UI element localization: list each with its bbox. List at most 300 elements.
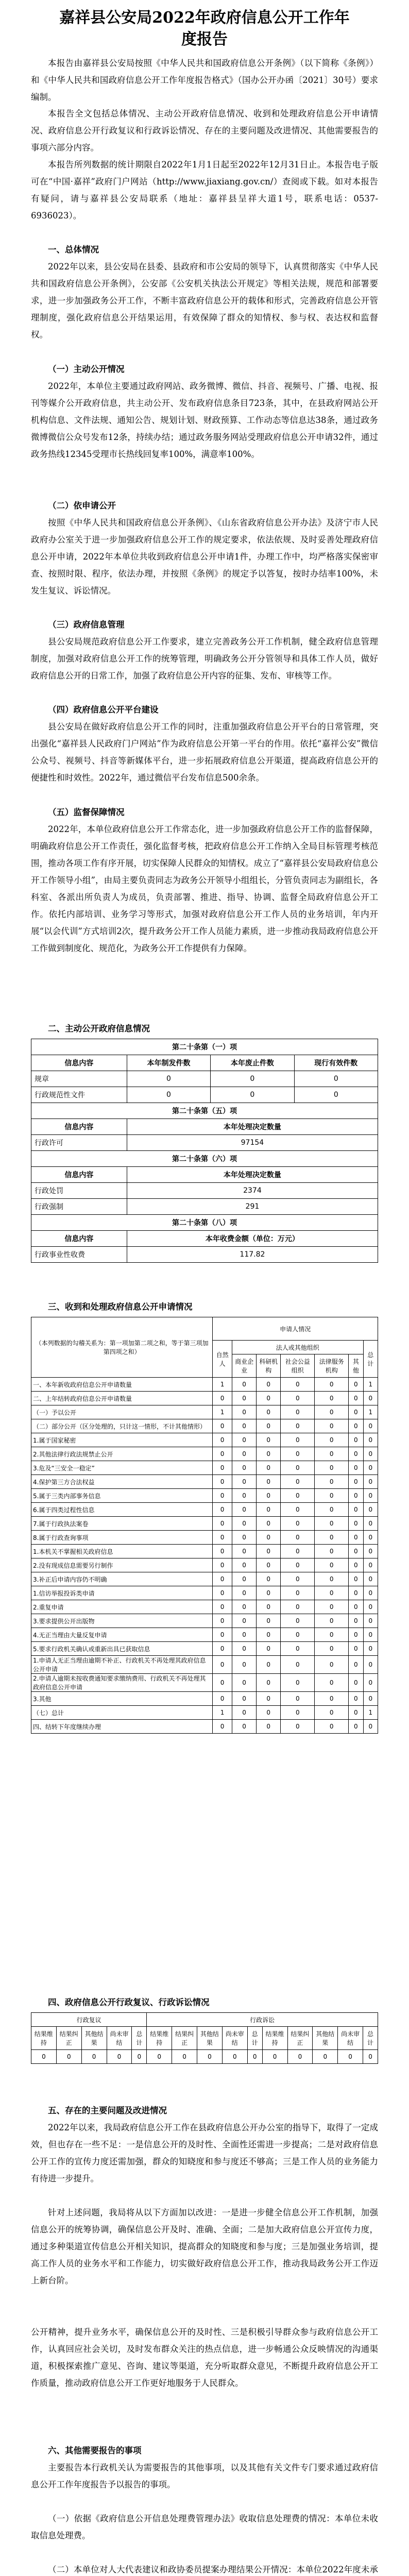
table-cell: 0 (363, 1628, 378, 1642)
review-litigation-table (31, 2012, 378, 2064)
table-cell: 0 (281, 1419, 315, 1433)
table-cell: 0 (213, 1419, 232, 1433)
table-row (31, 1720, 378, 1734)
table-cell: 0 (349, 1545, 363, 1558)
table-cell: 0 (315, 1692, 349, 1706)
table-header: 信息内容 (31, 1167, 127, 1183)
subheading-1d: （四）政府信息公开平台建设 (48, 705, 159, 715)
section-5-paragraph: 2022年以来，我局政府信息公开工作在县政府信息公开办公室的指导下，取得了一定成效，但也存在一些不足：一是信息公开的及时性、全面性还需进一步提高；二是对政府信息公开工作的宣传力度还需加强，群众的知晓度和参与度还不够高；三是工作人员的业务能力有待进一步提升。 (31, 2123, 378, 2183)
table-cell: 0 (213, 1642, 232, 1656)
table-row (31, 1183, 378, 1199)
table-header: 其他结果 (81, 2027, 107, 2050)
section-1b-paragraph: 按照《中华人民共和国政府信息公开条例》、《山东省政府信息公开办法》及济宁市人民政府办公室关于进一步加强政府信息公开工作的规定要求，依法依规、及时妥善处理政府信息公开申请，2022年本单位共收到政府信息公开申请1件，办理工作中，均严格落实保密审查、按照时限、程序，依法办理，并按照《条例》的规定予以答复，按时办结率100%，未发生复议、诉讼情况。 (31, 518, 378, 596)
table-cell: 0 (257, 1405, 281, 1419)
table-cell: 规章 (31, 1071, 127, 1087)
table-cell: 0 (257, 1461, 281, 1475)
intro-paragraph-2: 本报告全文包括总体情况、主动公开政府信息情况、收到和处理政府信息公开申请情况、政府信息公开行政复议和行政诉讼情况、存在的主要问题及改进情况、其他需要报告的事项六部分内容。 (31, 109, 378, 152)
table-header: 自然人 (213, 1341, 232, 1378)
table-cell: 0 (232, 1475, 257, 1489)
table-cell: 0 (315, 1378, 349, 1392)
table-cell: 0 (232, 1531, 257, 1545)
table-header: 法律服务机构 (315, 1354, 349, 1378)
table-cell: 0 (281, 1475, 315, 1489)
row-label: （二）部分公开（区分处理的，只计这一情形，不计其他情形） (31, 1419, 213, 1433)
section-heading-4: 四、政府信息公开行政复议、行政诉讼情况 (48, 1997, 210, 2007)
subheading-1a: （一）主动公开情况 (48, 364, 125, 374)
table-cell: 0 (363, 1586, 378, 1600)
table-cell: 0 (281, 1558, 315, 1572)
row-label: 4.保护第三方合法权益 (31, 1475, 213, 1489)
table-cell: 0 (197, 2050, 223, 2064)
table-row (31, 1628, 378, 1642)
table-cell: 0 (232, 1461, 257, 1475)
table-header: 本年处理决定数量 (127, 1167, 378, 1183)
row-label: 2.重复申请 (31, 1600, 213, 1614)
section-1e-paragraph: 2022年，本单位政府信息公开工作常态化，进一步加强政府信息公开工作的监督保障，明确政府信息公开工作责任，强化监督考核，把政府信息公开工作纳入全局目标管理考核范围，推动各项工作有序开展，切实保障人民群众的知情权。成立了“嘉祥县公安局政府信息公开工作领导小组”，由局主要负责同志为政务公开领导小组组长，分管负责同志为副组长，各科室、各派出所负责人为成员，负责部署、推进、指导、协调、监督全局政府信息公开工作。依托内部培训、业务学习等形式，加强对政府信息公开工作人员的业务培训，年内开展“以会代训”方式培训2次，提升政务公开工作人员能力素质，进一步推动我局政府信息公开工作做到制度化、规范化，为政务公开工作提供有力保障。 (31, 824, 378, 953)
table-cell: 0 (363, 1517, 378, 1531)
table-cell: 0 (213, 1674, 232, 1692)
table-cell: 0 (349, 1720, 363, 1734)
table-header: 总计 (363, 2027, 378, 2050)
table-header: 总计 (132, 2027, 147, 2050)
table-cell: 0 (349, 1378, 363, 1392)
table-cell: 0 (213, 1586, 232, 1600)
table-row (31, 1572, 378, 1586)
table-row (31, 1461, 378, 1475)
table-header: 行政复议 (31, 2013, 147, 2027)
table-cell: 0 (213, 1545, 232, 1558)
table-cell: 0 (213, 1656, 232, 1674)
table-cell: 0 (281, 1531, 315, 1545)
table-header: 尚未审结 (222, 2027, 247, 2050)
table-cell: 0 (349, 1517, 363, 1531)
table-cell: 0 (363, 1600, 378, 1614)
table-cell: 0 (31, 2050, 57, 2064)
table-cell: 0 (315, 1392, 349, 1405)
row-label: 1.信访举报投诉类申请 (31, 1586, 213, 1600)
table-cell: 0 (257, 1642, 281, 1656)
row-label: 3.补正后申请内容仍不明确 (31, 1572, 213, 1586)
table-header: 本年收费金额（单位：万元） (127, 1231, 378, 1247)
table-cell: 0 (213, 1447, 232, 1461)
table-cell: 0 (363, 1656, 378, 1674)
table-cell: 0 (127, 1087, 210, 1103)
section-6b-paragraph: （二）本单位对人大代表建议和政协委员提案办理结果公开情况：本单位2022年度未承 (48, 2565, 378, 2574)
row-label: （一）予以公开 (31, 1405, 213, 1419)
table-cell: 0 (315, 1433, 349, 1447)
table-row (31, 1586, 378, 1600)
table-cell: 0 (232, 1517, 257, 1531)
table-cell: 0 (349, 1392, 363, 1405)
table-header: 信息内容 (31, 1055, 127, 1071)
active-disclosure-table (31, 1039, 378, 1263)
table-cell: 0 (281, 1720, 315, 1734)
table-cell: 0 (315, 1405, 349, 1419)
table-cell: 0 (313, 2050, 338, 2064)
table-row (31, 1614, 378, 1628)
subheading-1c: （三）政府信息管理 (48, 620, 125, 630)
row-label: 7.属于行政执法案卷 (31, 1517, 213, 1531)
table-cell: 0 (294, 1087, 378, 1103)
table-cell: 0 (257, 1572, 281, 1586)
table-cell: 0 (211, 1087, 294, 1103)
table-row (31, 1071, 378, 1087)
table-row (31, 1087, 378, 1103)
table-cell: 0 (257, 1692, 281, 1706)
table-cell: 0 (232, 1419, 257, 1433)
table-cell: 1 (213, 1706, 232, 1720)
table-row (31, 1247, 378, 1263)
table-cell: 0 (349, 1706, 363, 1720)
table-section-row: 第二十条第（一）项 (31, 1039, 378, 1055)
table-cell: 0 (363, 1419, 378, 1433)
table-cell: 0 (213, 1433, 232, 1447)
table-header: 现行有效件数 (294, 1055, 378, 1071)
table-cell: 0 (222, 2050, 247, 2064)
table-cell: 0 (363, 1433, 378, 1447)
table-cell: 0 (232, 1656, 257, 1674)
table-cell: 0 (257, 1489, 281, 1503)
table-cell: 0 (257, 1674, 281, 1692)
table-header: 结果维持 (31, 2027, 57, 2050)
table-cell: 0 (363, 1674, 378, 1692)
table-header: 社会公益组织 (281, 1354, 315, 1378)
table-cell: 2374 (127, 1183, 378, 1199)
table-header: 科研机构 (257, 1354, 281, 1378)
table-cell: 0 (363, 1692, 378, 1706)
intro-paragraph: 本报告由嘉祥县公安局按照《中华人民共和国政府信息公开条例》（以下简称《条例》）和《中华人民共和国政府信息公开工作年度报告格式》（国办公开办函〔2021〕30号）要求编制。 (31, 58, 378, 102)
section-5-paragraph-2: 针对上述问题，我局将从以下方面加以改进：一是进一步健全信息公开工作机制，加强信息公开的统筹协调，确保信息公开及时、准确、全面；二是加大政府信息公开宣传力度，通过多种渠道宣传信息公开相关知识，提高群众的知晓度和参与度；三是加强业务培训，提高工作人员的业务水平和工作能力，切实做好政府信息公开工作，推动我局政务公开工作迈上新台阶。 (31, 2208, 378, 2285)
table-cell: 0 (349, 1572, 363, 1586)
table-cell: 0 (257, 1378, 281, 1392)
table-cell: 0 (363, 1531, 378, 1545)
table-row (31, 1475, 378, 1489)
table-cell: 0 (232, 1572, 257, 1586)
table-header: 本年制发件数 (127, 1055, 210, 1071)
table-cell: 0 (232, 1586, 257, 1600)
table-cell: 0 (247, 2050, 262, 2064)
table-header: 信息内容 (31, 1119, 127, 1135)
table-row (31, 1489, 378, 1503)
table-row (31, 1405, 378, 1419)
table-cell: 行政规范性文件 (31, 1087, 127, 1103)
section-1a-paragraph: 2022年，本单位主要通过政府网站、政务微博、微信、抖音、视频号、广播、电视、报刊等媒介公开政府信息，共主动公开、发布政府信息条目723条，其中，在县政府网站公开机构信息、文件法规、通知公告、规划计划、财政预算、工作动态等信息达38条，通过政务微博微信公众号发布12条，持续办结；通过政务服务网站受理政府信息公开申请32件，通过政务热线12345受理市长热线回复率100%，满意率100%。 (31, 381, 378, 459)
table-row (31, 1642, 378, 1656)
table-cell: 0 (315, 1674, 349, 1692)
table-cell: 0 (281, 1489, 315, 1503)
table-cell: 0 (257, 1447, 281, 1461)
table-cell: 0 (257, 1720, 281, 1734)
table-row (31, 1558, 378, 1572)
table-cell: 0 (349, 1489, 363, 1503)
table-cell: 0 (315, 1628, 349, 1642)
table-cell: 0 (349, 1628, 363, 1642)
table-row (31, 1199, 378, 1215)
table-cell: 0 (232, 1447, 257, 1461)
table-cell: 0 (349, 1433, 363, 1447)
table-cell: 行政强制 (31, 1199, 127, 1215)
table-cell: 0 (257, 1475, 281, 1489)
row-label: 1.属于国家秘密 (31, 1433, 213, 1447)
table-header: 本年废止件数 (211, 1055, 294, 1071)
table-cell: 行政许可 (31, 1135, 127, 1151)
table-cell: 0 (281, 1586, 315, 1600)
row-label: 2.其他法律行政法规禁止公开 (31, 1447, 213, 1461)
table-cell: 0 (315, 1475, 349, 1489)
table-cell: 0 (81, 2050, 107, 2064)
table-cell: 0 (281, 1545, 315, 1558)
table-cell: 0 (315, 1642, 349, 1656)
table-cell: 0 (315, 1706, 349, 1720)
table-cell: 0 (315, 1545, 349, 1558)
table-cell: 291 (127, 1199, 378, 1215)
table-cell: 0 (281, 1503, 315, 1517)
table-cell: 0 (257, 1531, 281, 1545)
table-cell: 0 (281, 1614, 315, 1628)
table-cell: 0 (232, 1405, 257, 1419)
table-cell: 0 (213, 1392, 232, 1405)
table-cell: 0 (315, 1614, 349, 1628)
table-cell: 0 (257, 1517, 281, 1531)
row-label: 5.要求行政机关确认或重新出具已获取信息 (31, 1642, 213, 1656)
row-label: 2.没有现成信息需要另行制作 (31, 1558, 213, 1572)
table-cell: 0 (213, 1517, 232, 1531)
table-cell: 行政事业性收费 (31, 1247, 127, 1263)
table-cell: 0 (257, 1419, 281, 1433)
row-label: 1.本机关不掌握相关政府信息 (31, 1545, 213, 1558)
table-header: 结果纠正 (56, 2027, 81, 2050)
page-title (31, 7, 378, 50)
table-cell: 0 (363, 1461, 378, 1475)
table-row (31, 1392, 378, 1405)
table-cell: 0 (213, 1475, 232, 1489)
table-cell: 0 (281, 1656, 315, 1674)
table-header: 结果维持 (147, 2027, 172, 2050)
table-cell: 0 (363, 1572, 378, 1586)
table-cell: 0 (349, 1405, 363, 1419)
table-cell: 1 (213, 1405, 232, 1419)
table-cell: 0 (262, 2050, 287, 2064)
table-cell: 0 (363, 1642, 378, 1656)
table-section-row: 第二十条第（六）项 (31, 1151, 378, 1167)
table-row (31, 1545, 378, 1558)
table-header: （本列数据的勾稽关系为：第一项加第二项之和，等于第三项加第四项之和） (31, 1317, 213, 1378)
table-cell: 0 (281, 1433, 315, 1447)
table-cell: 0 (363, 1447, 378, 1461)
table-cell: 0 (363, 2050, 378, 2064)
table-cell: 0 (363, 1558, 378, 1572)
row-label: 3.其他 (31, 1692, 213, 1706)
table-cell: 0 (281, 1378, 315, 1392)
table-row (31, 1517, 378, 1531)
table-cell: 0 (349, 1600, 363, 1614)
table-cell: 0 (232, 1614, 257, 1628)
section-heading-6: 六、其他需要报告的事项 (48, 2446, 142, 2455)
table-cell: 0 (315, 1600, 349, 1614)
table-cell: 0 (281, 1572, 315, 1586)
table-cell: 0 (315, 1531, 349, 1545)
table-cell: 0 (213, 1572, 232, 1586)
table-header: 行政诉讼 (147, 2013, 378, 2027)
table-cell: 0 (349, 1503, 363, 1517)
table-cell: 0 (281, 1642, 315, 1656)
table-header: 结果维持 (262, 2027, 287, 2050)
row-label: 6.属于四类过程性信息 (31, 1503, 213, 1517)
table-cell: 0 (213, 1614, 232, 1628)
table-row (31, 1692, 378, 1706)
table-cell: 0 (257, 1586, 281, 1600)
table-cell: 0 (257, 1614, 281, 1628)
section-6a-paragraph: （一）依据《政府信息公开信息处理费管理办法》收取信息处理费的情况：本单位未收取信息处理费。 (31, 2514, 378, 2540)
table-cell: 0 (349, 1656, 363, 1674)
table-cell: 0 (232, 1392, 257, 1405)
row-label: 2.申请人逾期未按收费通知要求缴纳费用、行政机关不再处理其政府信息公开申请 (31, 1674, 213, 1692)
table-row (31, 1447, 378, 1461)
table-cell: 0 (213, 1692, 232, 1706)
table-cell: 0 (315, 1586, 349, 1600)
table-cell: 1 (363, 1378, 378, 1392)
table-header: 尚未审结 (107, 2027, 132, 2050)
section-6-paragraph: 主要报告本行政机关认为需要报告的其他事项，以及其他有关文件专门要求通过政府信息公开工作年度报告予以报告的事项。 (31, 2463, 378, 2489)
table-cell: 0 (257, 1628, 281, 1642)
section-heading-1: 一、总体情况 (48, 245, 99, 255)
table-cell: 0 (363, 1545, 378, 1558)
table-cell: 0 (232, 1628, 257, 1642)
table-cell: 0 (232, 1558, 257, 1572)
table-header: 信息内容 (31, 1231, 127, 1247)
subheading-1b: （二）依申请公开 (48, 501, 116, 511)
section-1c-paragraph: 县公安局规范政府信息公开工作要求，建立完善政务公开工作机制，健全政府信息管理制度，加强对政府信息公开工作的统筹管理，明确政务公开分管领导和具体工作人员，做好政府信息公开的日常工作，加强了政府信息公开内容的征集、发布、审核等工作。 (31, 637, 378, 681)
table-cell: 0 (315, 1503, 349, 1517)
table-cell: 0 (232, 1489, 257, 1503)
table-cell: 0 (281, 1461, 315, 1475)
table-cell: 0 (232, 1692, 257, 1706)
table-cell: 0 (281, 1405, 315, 1419)
table-row (31, 1419, 378, 1433)
table-cell: 0 (213, 1628, 232, 1642)
table-cell: 0 (211, 1071, 294, 1087)
table-cell: 0 (232, 1600, 257, 1614)
section-heading-3: 三、收到和处理政府信息公开申请情况 (48, 1302, 193, 1312)
table-cell: 0 (172, 2050, 197, 2064)
table-cell: 1 (213, 1378, 232, 1392)
table-cell: 0 (363, 1503, 378, 1517)
table-header: 结果纠正 (287, 2027, 313, 2050)
table-cell: 0 (107, 2050, 132, 2064)
row-label: 5.属于三类内部事务信息 (31, 1489, 213, 1503)
table-cell: 0 (232, 1642, 257, 1656)
table-cell: 0 (363, 1475, 378, 1489)
table-cell: 0 (287, 2050, 313, 2064)
intro-paragraph-3: 本报告所列数据的统计期限自2022年1月1日起至2022年12月31日止。本报告电子版可在“中国·嘉祥”政府门户网站（http://www.jiaxiang.gov.cn/）查阅或下载。如对本报告有疑问，请与嘉祥县公安局联系（地址：嘉祥县呈祥大道1号，联系电话：0537-6936023）。 (31, 160, 378, 221)
title-line-2: 度报告 (181, 30, 228, 48)
table-cell: 0 (257, 1706, 281, 1720)
table-cell: 0 (349, 1447, 363, 1461)
table-cell: 0 (232, 1706, 257, 1720)
row-label: 一、本年新收政府信息公开申请数量 (31, 1378, 213, 1392)
table-cell: 0 (281, 1674, 315, 1692)
table-cell: 0 (349, 1674, 363, 1692)
table-cell: 0 (363, 1489, 378, 1503)
table-cell: 0 (349, 1475, 363, 1489)
table-cell: 0 (127, 1071, 210, 1087)
table-cell: 0 (213, 1503, 232, 1517)
table-cell: 0 (363, 1720, 378, 1734)
section-1-paragraph: 2022年以来，县公安局在县委、县政府和市公安局的领导下，认真贯彻落实《中华人民共和国政府信息公开条例》，公安部《公安机关执法公开规定》等相关法规，规范和部署要求，进一步加强政务公开工作，不断丰富政府信息公开的载体和形式，完善政府信息公开管理制度，强化政府信息公开结果运用，有效保障了群众的知情权、参与权、表达权和监督权。 (31, 262, 378, 340)
table-cell: 0 (315, 1517, 349, 1531)
table-cell: 0 (281, 1692, 315, 1706)
table-cell: 0 (349, 1614, 363, 1628)
table-cell: 0 (281, 1392, 315, 1405)
table-cell: 0 (315, 1461, 349, 1475)
row-label: （七）总计 (31, 1706, 213, 1720)
table-cell: 0 (315, 1489, 349, 1503)
table-cell: 1 (363, 1405, 378, 1419)
table-cell: 0 (257, 1558, 281, 1572)
table-cell: 0 (349, 1558, 363, 1572)
table-row (31, 1600, 378, 1614)
table-row (31, 1656, 378, 1674)
table-row (31, 1674, 378, 1692)
table-cell: 0 (349, 1586, 363, 1600)
application-table (31, 1317, 378, 1734)
table-cell: 0 (213, 1531, 232, 1545)
table-cell: 0 (257, 1503, 281, 1517)
table-cell: 0 (315, 1447, 349, 1461)
table-cell: 0 (132, 2050, 147, 2064)
table-cell: 0 (281, 1447, 315, 1461)
table-cell: 117.82 (127, 1247, 378, 1263)
table-row (31, 1531, 378, 1545)
table-header: 总计 (363, 1341, 378, 1378)
table-cell: 1 (363, 1706, 378, 1720)
row-label: 3.要求提供公开出版物 (31, 1614, 213, 1628)
table-cell: 0 (349, 1642, 363, 1656)
table-cell: 0 (281, 1517, 315, 1531)
table-header: 结果纠正 (172, 2027, 197, 2050)
table-cell: 0 (232, 1433, 257, 1447)
table-section-row: 第二十条第（五）项 (31, 1103, 378, 1119)
table-row (31, 1433, 378, 1447)
table-cell: 0 (338, 2050, 363, 2064)
table-cell: 0 (213, 1558, 232, 1572)
table-cell: 0 (294, 1071, 378, 1087)
table-cell: 0 (56, 2050, 81, 2064)
row-label: 4.无正当理由大量反复申请 (31, 1628, 213, 1642)
table-cell: 0 (232, 1674, 257, 1692)
table-cell: 0 (257, 1433, 281, 1447)
table-row (31, 1378, 378, 1392)
table-cell: 0 (147, 2050, 172, 2064)
subheading-1e: （五）监督保障情况 (48, 807, 125, 817)
table-cell: 0 (257, 1392, 281, 1405)
table-cell: 0 (363, 1392, 378, 1405)
table-cell: 0 (281, 1706, 315, 1720)
table-cell: 0 (257, 1600, 281, 1614)
table-cell: 0 (213, 1489, 232, 1503)
table-header: 总计 (247, 2027, 262, 2050)
section-5-paragraph-3: 公开精神，提升业务水平，确保信息公开的及时性、三是积极引导群众参与政府信息公开工作，认真回应社会关切，及时发布群众关注的热点信息，进一步畅通公众反映情况的沟通渠道，积极探索推广意见、咨询、建议等渠道，充分听取群众意见，不断提升政府信息公开工作质量，推动政府信息公开工作更好地服务于人民群众。 (31, 2327, 378, 2388)
table-cell: 行政处罚 (31, 1183, 127, 1199)
table-cell: 0 (363, 1614, 378, 1628)
table-cell: 0 (315, 1720, 349, 1734)
table-header: 其他结果 (197, 2027, 223, 2050)
table-cell: 0 (315, 1558, 349, 1572)
table-header: 尚未审结 (338, 2027, 363, 2050)
table-cell: 0 (349, 1419, 363, 1433)
table-header: 其他结果 (313, 2027, 338, 2050)
table-cell: 0 (213, 1720, 232, 1734)
